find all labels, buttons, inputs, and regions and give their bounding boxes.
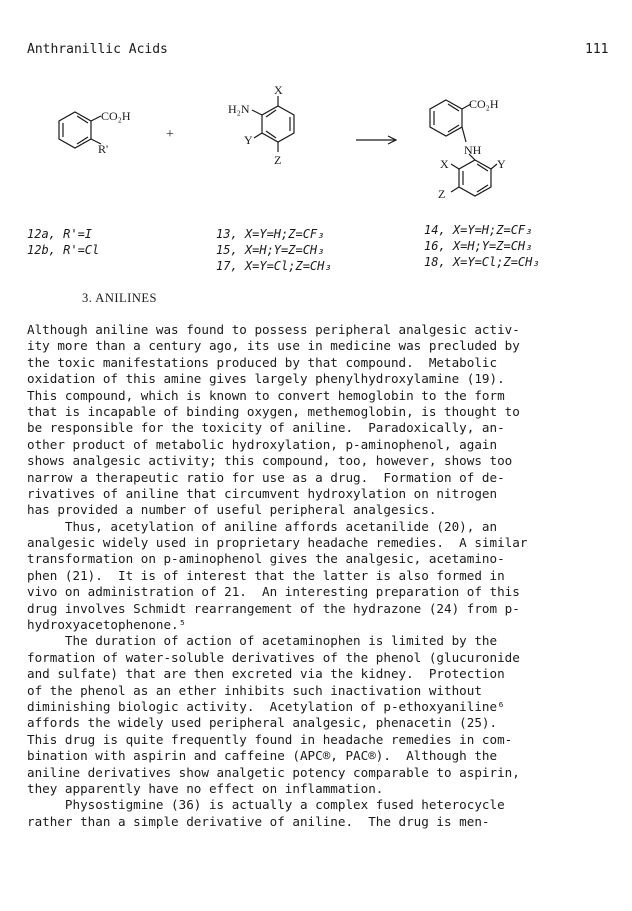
- body-line: other product of metabolic hydroxylation, p-aminophenol, again: [27, 436, 498, 452]
- atom-nh: NH: [464, 143, 482, 157]
- body-line: has provided a number of useful peripheral analgesics.: [27, 502, 437, 518]
- labels-left: [27, 226, 99, 258]
- atom-z-bottom: Z: [274, 153, 282, 167]
- atom-x-right: X: [440, 157, 449, 171]
- body-line: ity more than a century ago, its use in medicine was precluded by: [27, 338, 520, 354]
- labels-mid: [216, 226, 332, 274]
- body-line: analgesic widely used in proprietary headache remedies. A similar: [27, 535, 528, 551]
- atom-h2n: H₂N: [228, 102, 250, 116]
- body-line: oxidation of this amine gives largely phenylhydroxylamine (19).: [27, 371, 505, 387]
- body-line: rather than a simple derivative of aniline. The drug is men-: [27, 813, 490, 829]
- atom-co2h-left: CO₂H: [101, 109, 131, 123]
- body-line: rivatives of aniline that circumvent hydroxylation on nitrogen: [27, 485, 498, 501]
- aniline-ring: [262, 106, 294, 142]
- body-line: Although aniline was found to possess peripheral analgesic activ-: [27, 322, 520, 337]
- body-line: bination with aspirin and caffeine (APC®, PAC®). Although the: [27, 748, 498, 764]
- atom-y-mid: Y: [244, 133, 253, 147]
- section-heading: 3. ANILINES: [82, 291, 157, 305]
- body-line: vivo on administration of 21. An interesting preparation of this: [27, 584, 520, 600]
- labels-right: [424, 222, 540, 270]
- body-line: that is incapable of binding oxygen, methemoglobin, is thought to: [27, 403, 520, 419]
- body-line: narrow a therapeutic ratio for use as a drug. Formation of de-: [27, 469, 505, 485]
- atom-r-prime: R': [98, 142, 109, 156]
- page-number: 111: [585, 42, 609, 57]
- body-line: they apparently have no effect on inflammation.: [27, 780, 384, 796]
- label-18: 18, X=Y=Cl;Z=CH₃: [424, 255, 540, 269]
- body-line: drug involves Schmidt rearrangement of the hydrazone (24) from p-: [27, 600, 520, 616]
- body-line: Thus, acetylation of aniline affords acetanilide (20), an: [27, 518, 498, 534]
- atom-co2h-right: CO₂H: [469, 97, 499, 111]
- body-line: be responsible for the toxicity of aniline. Paradoxically, an-: [27, 420, 505, 436]
- label-17: 17, X=Y=Cl;Z=CH₃: [216, 259, 332, 273]
- body-line: This drug is quite frequently found in headache remedies in com-: [27, 731, 513, 747]
- label-14: 14, X=Y=H;Z=CF₃: [424, 223, 533, 237]
- body-text: [27, 322, 617, 830]
- body-line: shows analgesic activity; this compound, too, however, shows too: [27, 453, 513, 469]
- body-line: Physostigmine (36) is actually a complex fused heterocycle: [27, 797, 505, 813]
- body-line: formation of water-soluble derivatives of the phenol (glucuronide: [27, 649, 520, 665]
- body-line: and sulfate) that are then excreted via the kidney. Protection: [27, 666, 505, 682]
- body-line: This compound, which is known to convert hemoglobin to the form: [27, 387, 505, 403]
- label-12b: 12b, R'=Cl: [27, 243, 100, 257]
- running-header-title: Anthranillic Acids: [27, 42, 168, 57]
- atom-y-right: Y: [497, 157, 506, 171]
- product-ring-bottom: [459, 160, 491, 196]
- body-line: The duration of action of acetaminophen is limited by the: [27, 633, 498, 649]
- atom-x-top: X: [274, 83, 283, 97]
- body-line: of the phenol as an ether inhibits such inactivation without: [27, 682, 482, 698]
- product-ring-top: [430, 100, 462, 136]
- left-benzene-ring: [59, 112, 91, 148]
- label-16: 16, X=H;Y=Z=CH₃: [424, 239, 533, 253]
- label-15: 15, X=H;Y=Z=CH₃: [216, 243, 325, 257]
- body-line: phen (21). It is of interest that the latter is also formed in: [27, 567, 505, 583]
- label-12a: 12a, R'=I: [27, 227, 93, 241]
- body-line: transformation on p-aminophenol gives the analgesic, acetamino-: [27, 551, 505, 567]
- body-line: diminishing biologic activity. Acetylation of p-ethoxyaniline⁶: [27, 698, 505, 714]
- atom-z-right: Z: [438, 187, 446, 201]
- body-line: hydroxyacetophenone.⁵: [27, 617, 187, 633]
- label-13: 13, X=Y=H;Z=CF₃: [216, 227, 325, 241]
- body-line: the toxic manifestations produced by that compound. Metabolic: [27, 354, 498, 370]
- plus-sign: +: [166, 127, 174, 142]
- body-line: affords the widely used peripheral analgesic, phenacetin (25).: [27, 715, 498, 731]
- body-line: aniline derivatives show analgetic potency comparable to aspirin,: [27, 764, 520, 780]
